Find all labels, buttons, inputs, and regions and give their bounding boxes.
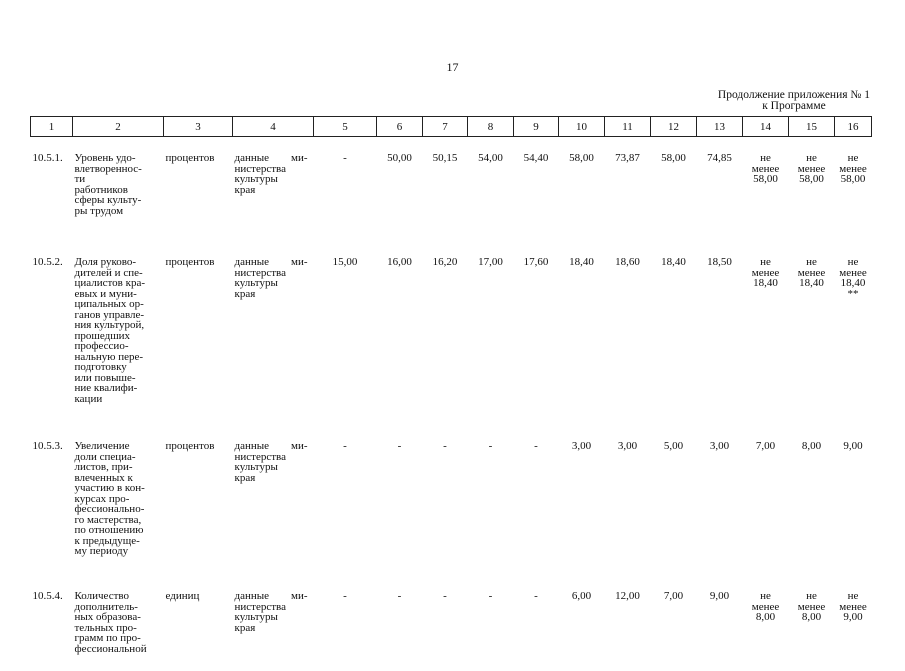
source-line: края (234, 621, 256, 634)
value-cell (514, 575, 559, 671)
value-cell (468, 575, 514, 671)
source-line: нистерства (234, 266, 286, 279)
row-name (73, 575, 164, 671)
value-line: 17,60 (523, 256, 549, 268)
name-line: му периоду (74, 545, 129, 557)
source-word: ми- (290, 152, 308, 164)
source-word: ми- (290, 590, 308, 602)
value-line: 73,87 (615, 152, 640, 164)
row-id: 10.5.4. (32, 590, 63, 602)
value-line: 50,15 (432, 152, 458, 164)
value-line: не (760, 590, 771, 602)
value-line: 18,40 (569, 256, 594, 268)
value-line: менее (797, 162, 826, 175)
value-cell (651, 137, 697, 242)
page-number: 17 (446, 60, 459, 74)
name-line: листов, при- (74, 461, 133, 473)
source-word: ми- (290, 440, 308, 452)
name-line: Количество (74, 590, 130, 602)
row-source (233, 137, 314, 242)
row-id: 10.5.1. (32, 152, 63, 164)
source-word: данные (234, 590, 270, 602)
indicator-row (31, 575, 872, 671)
value-cell (559, 425, 605, 575)
header-cell: 7 (423, 117, 468, 137)
name-line: ры трудом (74, 204, 124, 217)
header-cell: 2 (73, 117, 164, 137)
value-line: - (397, 590, 402, 602)
source-word: данные (234, 256, 270, 268)
value-line: 18,40 (799, 277, 824, 289)
name-line: прошедших (74, 329, 131, 342)
source-line: края (234, 287, 256, 300)
value-cell (423, 137, 468, 242)
value-cell (559, 241, 605, 425)
value-line: не (806, 590, 817, 602)
source-line: нистерства (234, 450, 286, 463)
header-cell: 13 (697, 117, 743, 137)
header-cell: 5 (314, 117, 377, 137)
value-cell (605, 425, 651, 575)
name-line: по отношению (74, 524, 144, 536)
value-line: 74,85 (707, 152, 732, 164)
value-cell (605, 137, 651, 242)
source-line: культуры (234, 461, 278, 473)
name-line: ния культурой, (74, 319, 145, 331)
indicator-row (31, 137, 872, 242)
value-cell (514, 425, 559, 575)
row-name (73, 137, 164, 242)
value-line: менее (797, 600, 826, 613)
row-name (73, 241, 164, 425)
value-line: 3,00 (617, 440, 638, 452)
continuation-line-2: к Программе (762, 100, 826, 112)
source-line: нистерства (234, 162, 286, 175)
value-cell (377, 425, 423, 575)
value-line: 9,00 (709, 590, 730, 602)
name-line: ных образова- (74, 611, 141, 623)
value-line: 18,50 (707, 256, 732, 268)
value-cell (697, 575, 743, 671)
value-line: 8,00 (801, 440, 822, 452)
name-line: подготовку (74, 361, 127, 373)
value-line: 58,00 (840, 173, 866, 185)
value-line: 18,40 (753, 277, 778, 289)
value-line: - (443, 590, 447, 602)
value-line: 9,00 (843, 611, 863, 623)
value-line: не (760, 152, 771, 164)
name-line: фессионально- (74, 503, 145, 515)
value-line: не (806, 256, 817, 268)
value-line: 8,00 (801, 611, 822, 623)
value-line: не (806, 152, 817, 164)
value-line: не (760, 256, 771, 268)
name-line: Увеличение (74, 440, 130, 452)
value-line: - (488, 590, 493, 602)
name-line: фессиональной (74, 642, 147, 655)
indicators-table (30, 116, 872, 671)
indicator-row (31, 425, 872, 575)
name-line: тельных про- (74, 621, 137, 634)
value-line: 58,00 (799, 173, 824, 185)
value-line: 16,00 (387, 256, 412, 268)
source-first-line (235, 441, 314, 452)
value-cell (789, 137, 835, 242)
name-line: Уровень удо- (74, 152, 136, 164)
name-line: ние квалифи- (74, 382, 138, 394)
value-line: 3,00 (709, 440, 730, 452)
name-line: участию в кон- (74, 482, 145, 494)
value-line: 6,00 (571, 590, 592, 602)
value-line: не (847, 590, 859, 602)
value-cell (697, 425, 743, 575)
name-line: дителей и спе- (74, 266, 143, 279)
header-cell: 10 (559, 117, 605, 137)
value-line: 18,40 (840, 277, 866, 289)
value-cell (743, 425, 789, 575)
value-line: - (343, 590, 347, 602)
name-line: к предыдуще- (74, 534, 140, 547)
value-line: 8,00 (755, 611, 776, 623)
source-line: нистерства (234, 600, 286, 613)
name-line: ти (74, 173, 86, 185)
header-cell: 1 (31, 117, 73, 137)
source-line: культуры (234, 277, 278, 289)
value-cell (835, 425, 872, 575)
value-line: 58,00 (753, 173, 778, 185)
value-line: 3,00 (571, 440, 592, 452)
value-cell (835, 575, 872, 671)
value-cell (377, 575, 423, 671)
name-line: евых и муни- (74, 287, 137, 300)
value-line: менее (797, 266, 826, 279)
value-cell (314, 575, 377, 671)
name-line: грамм по про- (74, 632, 141, 644)
source-line: культуры (234, 173, 278, 185)
value-cell (514, 137, 559, 242)
value-line: - (397, 440, 402, 452)
name-line: нальную пере- (74, 350, 144, 363)
value-line: менее (751, 266, 780, 279)
value-line: 7,00 (755, 440, 776, 452)
value-line: - (534, 440, 538, 452)
name-line: работников (74, 183, 128, 196)
value-line: 18,40 (661, 256, 686, 268)
name-line: влеченных к (74, 471, 133, 484)
value-line: - (443, 440, 447, 452)
value-line: 54,40 (523, 152, 549, 164)
value-cell (789, 425, 835, 575)
name-line: го мастерства, (74, 513, 142, 526)
column-number-header (31, 117, 872, 137)
value-cell (377, 241, 423, 425)
value-line: - (488, 440, 493, 452)
value-cell (697, 137, 743, 242)
source-line: края (234, 183, 256, 196)
value-cell (605, 575, 651, 671)
header-cell: 8 (468, 117, 514, 137)
continuation-line-1: Продолжение приложения № 1 (717, 89, 870, 101)
value-cell (423, 575, 468, 671)
value-cell (423, 425, 468, 575)
name-line: сферы культу- (74, 194, 142, 206)
header-cell: 12 (651, 117, 697, 137)
value-line: 58,00 (661, 152, 686, 164)
name-line: дополнитель- (74, 600, 138, 613)
header-cell: 14 (743, 117, 789, 137)
header-cell: 15 (789, 117, 835, 137)
row-source (233, 425, 314, 575)
value-line: менее (839, 266, 867, 279)
source-line: культуры (234, 611, 278, 623)
value-line: менее (839, 162, 867, 175)
row-name (73, 425, 164, 575)
row-unit: процентов (165, 152, 215, 164)
value-cell (605, 241, 651, 425)
source-line: края (234, 471, 256, 484)
value-cell (651, 575, 697, 671)
value-line: менее (839, 600, 867, 613)
value-cell (514, 241, 559, 425)
row-source (233, 575, 314, 671)
value-line: 15,00 (332, 256, 358, 268)
header-cell: 11 (605, 117, 651, 137)
value-line: 50,00 (387, 152, 412, 164)
value-cell (468, 241, 514, 425)
source-word: данные (234, 440, 270, 452)
value-cell (651, 241, 697, 425)
name-line: курсах про- (74, 492, 130, 505)
value-line: 18,60 (615, 256, 640, 268)
name-line: влетвореннос- (74, 162, 142, 175)
value-line: менее (751, 162, 780, 175)
source-first-line (235, 257, 314, 268)
value-cell (314, 241, 377, 425)
value-line: 9,00 (843, 440, 863, 452)
value-line: менее (751, 600, 780, 613)
value-line: не (847, 152, 859, 164)
value-line: 12,00 (615, 590, 640, 602)
value-cell (468, 425, 514, 575)
value-cell (423, 241, 468, 425)
value-line: 17,00 (478, 256, 503, 268)
value-cell (789, 575, 835, 671)
value-cell (314, 425, 377, 575)
name-line: циалистов кра- (74, 277, 146, 289)
value-line: - (343, 440, 347, 452)
source-word: ми- (290, 256, 308, 268)
value-line: - (534, 590, 538, 602)
value-cell (559, 137, 605, 242)
value-cell (559, 575, 605, 671)
value-cell (377, 137, 423, 242)
value-line: 58,00 (569, 152, 594, 164)
source-first-line (235, 153, 314, 164)
value-cell (743, 241, 789, 425)
value-cell (468, 137, 514, 242)
name-line: доли специа- (74, 450, 136, 463)
header-cell: 16 (835, 117, 872, 137)
row-source (233, 241, 314, 425)
header-cell: 3 (164, 117, 233, 137)
value-cell (743, 575, 789, 671)
value-cell (743, 137, 789, 242)
continuation-note (718, 90, 870, 112)
name-line: ципальных ор- (74, 298, 144, 310)
header-cell: 6 (377, 117, 423, 137)
value-line: 7,00 (663, 590, 684, 602)
header-cell: 4 (233, 117, 314, 137)
value-line: ** (847, 287, 859, 300)
value-cell (789, 241, 835, 425)
value-cell (697, 241, 743, 425)
value-line: - (343, 152, 347, 164)
name-line: Доля руково- (74, 256, 137, 268)
value-cell (835, 241, 872, 425)
row-unit: единиц (165, 590, 200, 602)
value-line: 16,20 (432, 256, 458, 268)
value-line: не (847, 256, 859, 268)
row-id: 10.5.3. (32, 440, 63, 452)
header-cell: 9 (514, 117, 559, 137)
value-cell (651, 425, 697, 575)
row-id: 10.5.2. (32, 256, 63, 268)
name-line: профессио- (74, 340, 129, 352)
source-word: данные (234, 152, 270, 164)
value-line: 54,00 (478, 152, 503, 164)
row-unit: процентов (165, 256, 215, 268)
value-line: 5,00 (663, 440, 684, 452)
name-line: ганов управле- (74, 308, 145, 321)
value-cell (314, 137, 377, 242)
value-cell (835, 137, 872, 242)
source-first-line (235, 591, 314, 602)
name-line: или повыше- (74, 371, 136, 384)
name-line: кации (74, 392, 103, 405)
indicator-row (31, 241, 872, 425)
row-unit: процентов (165, 440, 215, 452)
